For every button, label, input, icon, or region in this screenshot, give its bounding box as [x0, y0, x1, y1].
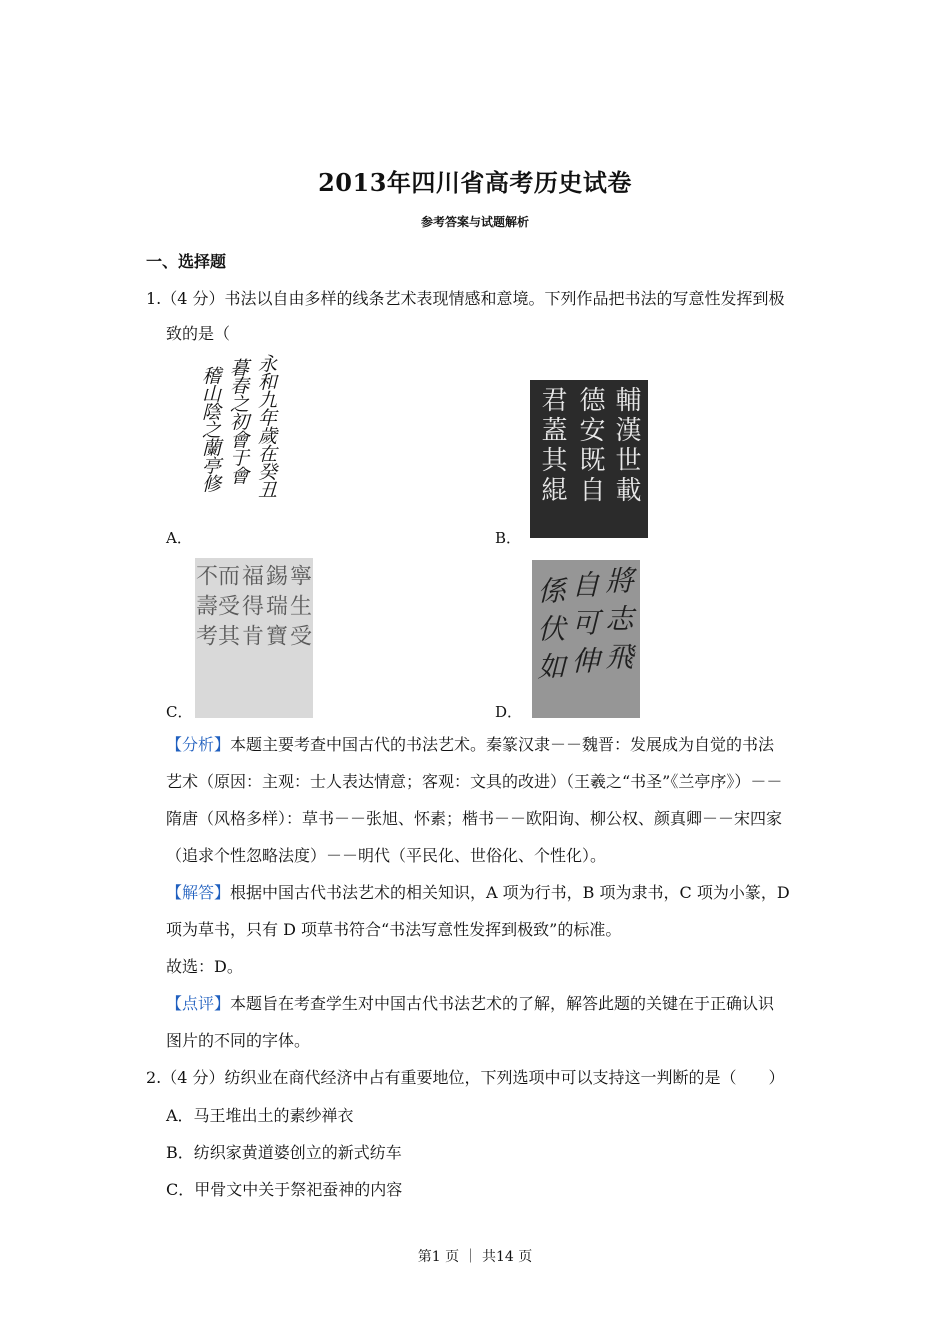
page-footer: 第1 页 ｜ 共14 页	[417, 1249, 533, 1265]
calligraphy-image-d	[532, 560, 640, 718]
q1-option-b: B．	[495, 529, 522, 547]
q1-answer-line1: 【解答】根据中国古代书法艺术的相关知识，A 项为行书，B 项为隶书，C 项为小篆，D	[166, 883, 790, 902]
calligraphy-b-col3: 君蓋其緄	[537, 386, 567, 506]
q2-option-b: B．纺织家黄道婆创立的新式纺车	[166, 1143, 402, 1162]
answer-tag: 【解答】	[166, 883, 231, 902]
calligraphy-c-col2: 錫瑞寶	[262, 564, 288, 654]
calligraphy-b-col2: 德安既自	[575, 386, 605, 506]
q1-stem-line2: 致的是（	[166, 324, 231, 343]
page-subtitle: 参考答案与试题解析	[420, 215, 529, 229]
calligraphy-c-col3: 福得肯	[238, 564, 264, 654]
q1-choice: 故选：D。	[166, 957, 243, 976]
calligraphy-image-c	[195, 558, 313, 718]
calligraphy-image-b	[530, 380, 648, 538]
q1-analysis-line2: 艺术（原因：主观：士人表达情意；客观：文具的改进）（王羲之“书圣”《兰亭序》）－－	[166, 772, 783, 791]
q1-option-d: D．	[495, 703, 523, 721]
calligraphy-d-col2: 自可伸	[567, 570, 601, 684]
q1-answer-line2: 项为草书，只有 D 项草书符合“书法写意性发挥到极致”的标准。	[166, 920, 622, 939]
calligraphy-a-col1: 永和九年歲在癸丑	[255, 354, 277, 498]
calligraphy-a-col3: 稽山陰之蘭亭修	[199, 366, 221, 492]
section-heading: 一、选择题	[146, 252, 227, 271]
calligraphy-b-col1: 輔漢世載	[611, 386, 641, 506]
calligraphy-c-col1: 寧生受	[286, 564, 312, 654]
analysis-tag: 【分析】	[166, 735, 231, 754]
calligraphy-a-col2: 暮春之初會于會	[227, 358, 249, 484]
calligraphy-c-col5: 不壽考	[195, 564, 218, 654]
comment-tag: 【点评】	[166, 994, 231, 1013]
calligraphy-c-col4: 而受其	[214, 564, 240, 654]
calligraphy-d-col1: 將志飛	[601, 566, 635, 680]
page-title: 2013年四川省高考历史试卷	[318, 168, 632, 197]
calligraphy-image-a	[190, 352, 280, 540]
q1-option-a: A．	[166, 529, 192, 547]
q1-comment-line2: 图片的不同的字体。	[166, 1031, 311, 1050]
calligraphy-d-col3: 係伏如	[533, 576, 567, 690]
q1-option-c: C．	[166, 703, 193, 721]
q1-comment-line1: 【点评】本题旨在考查学生对中国古代书法艺术的了解，解答此题的关键在于正确认识	[166, 994, 775, 1013]
q2-stem: 2.（4 分）纺织业在商代经济中占有重要地位，下列选项中可以支持这一判断的是（ ）	[146, 1068, 785, 1087]
q1-analysis-line4: （追求个性忽略法度）－－明代（平民化、世俗化、个性化）。	[166, 846, 607, 865]
q1-analysis-line3: 隋唐（风格多样）：草书－－张旭、怀素；楷书－－欧阳询、柳公权、颜真卿－－宋四家	[166, 809, 783, 828]
q1-stem-line1: 1.（4 分）书法以自由多样的线条艺术表现情感和意境。下列作品把书法的写意性发挥到极	[146, 289, 785, 308]
q2-option-c: C．甲骨文中关于祭祀蚕神的内容	[166, 1180, 403, 1199]
q2-option-a: A．马王堆出土的素纱禅衣	[166, 1106, 354, 1125]
q1-analysis-line1: 【分析】本题主要考查中国古代的书法艺术。秦篆汉隶－－魏晋：发展成为自觉的书法	[166, 735, 775, 754]
